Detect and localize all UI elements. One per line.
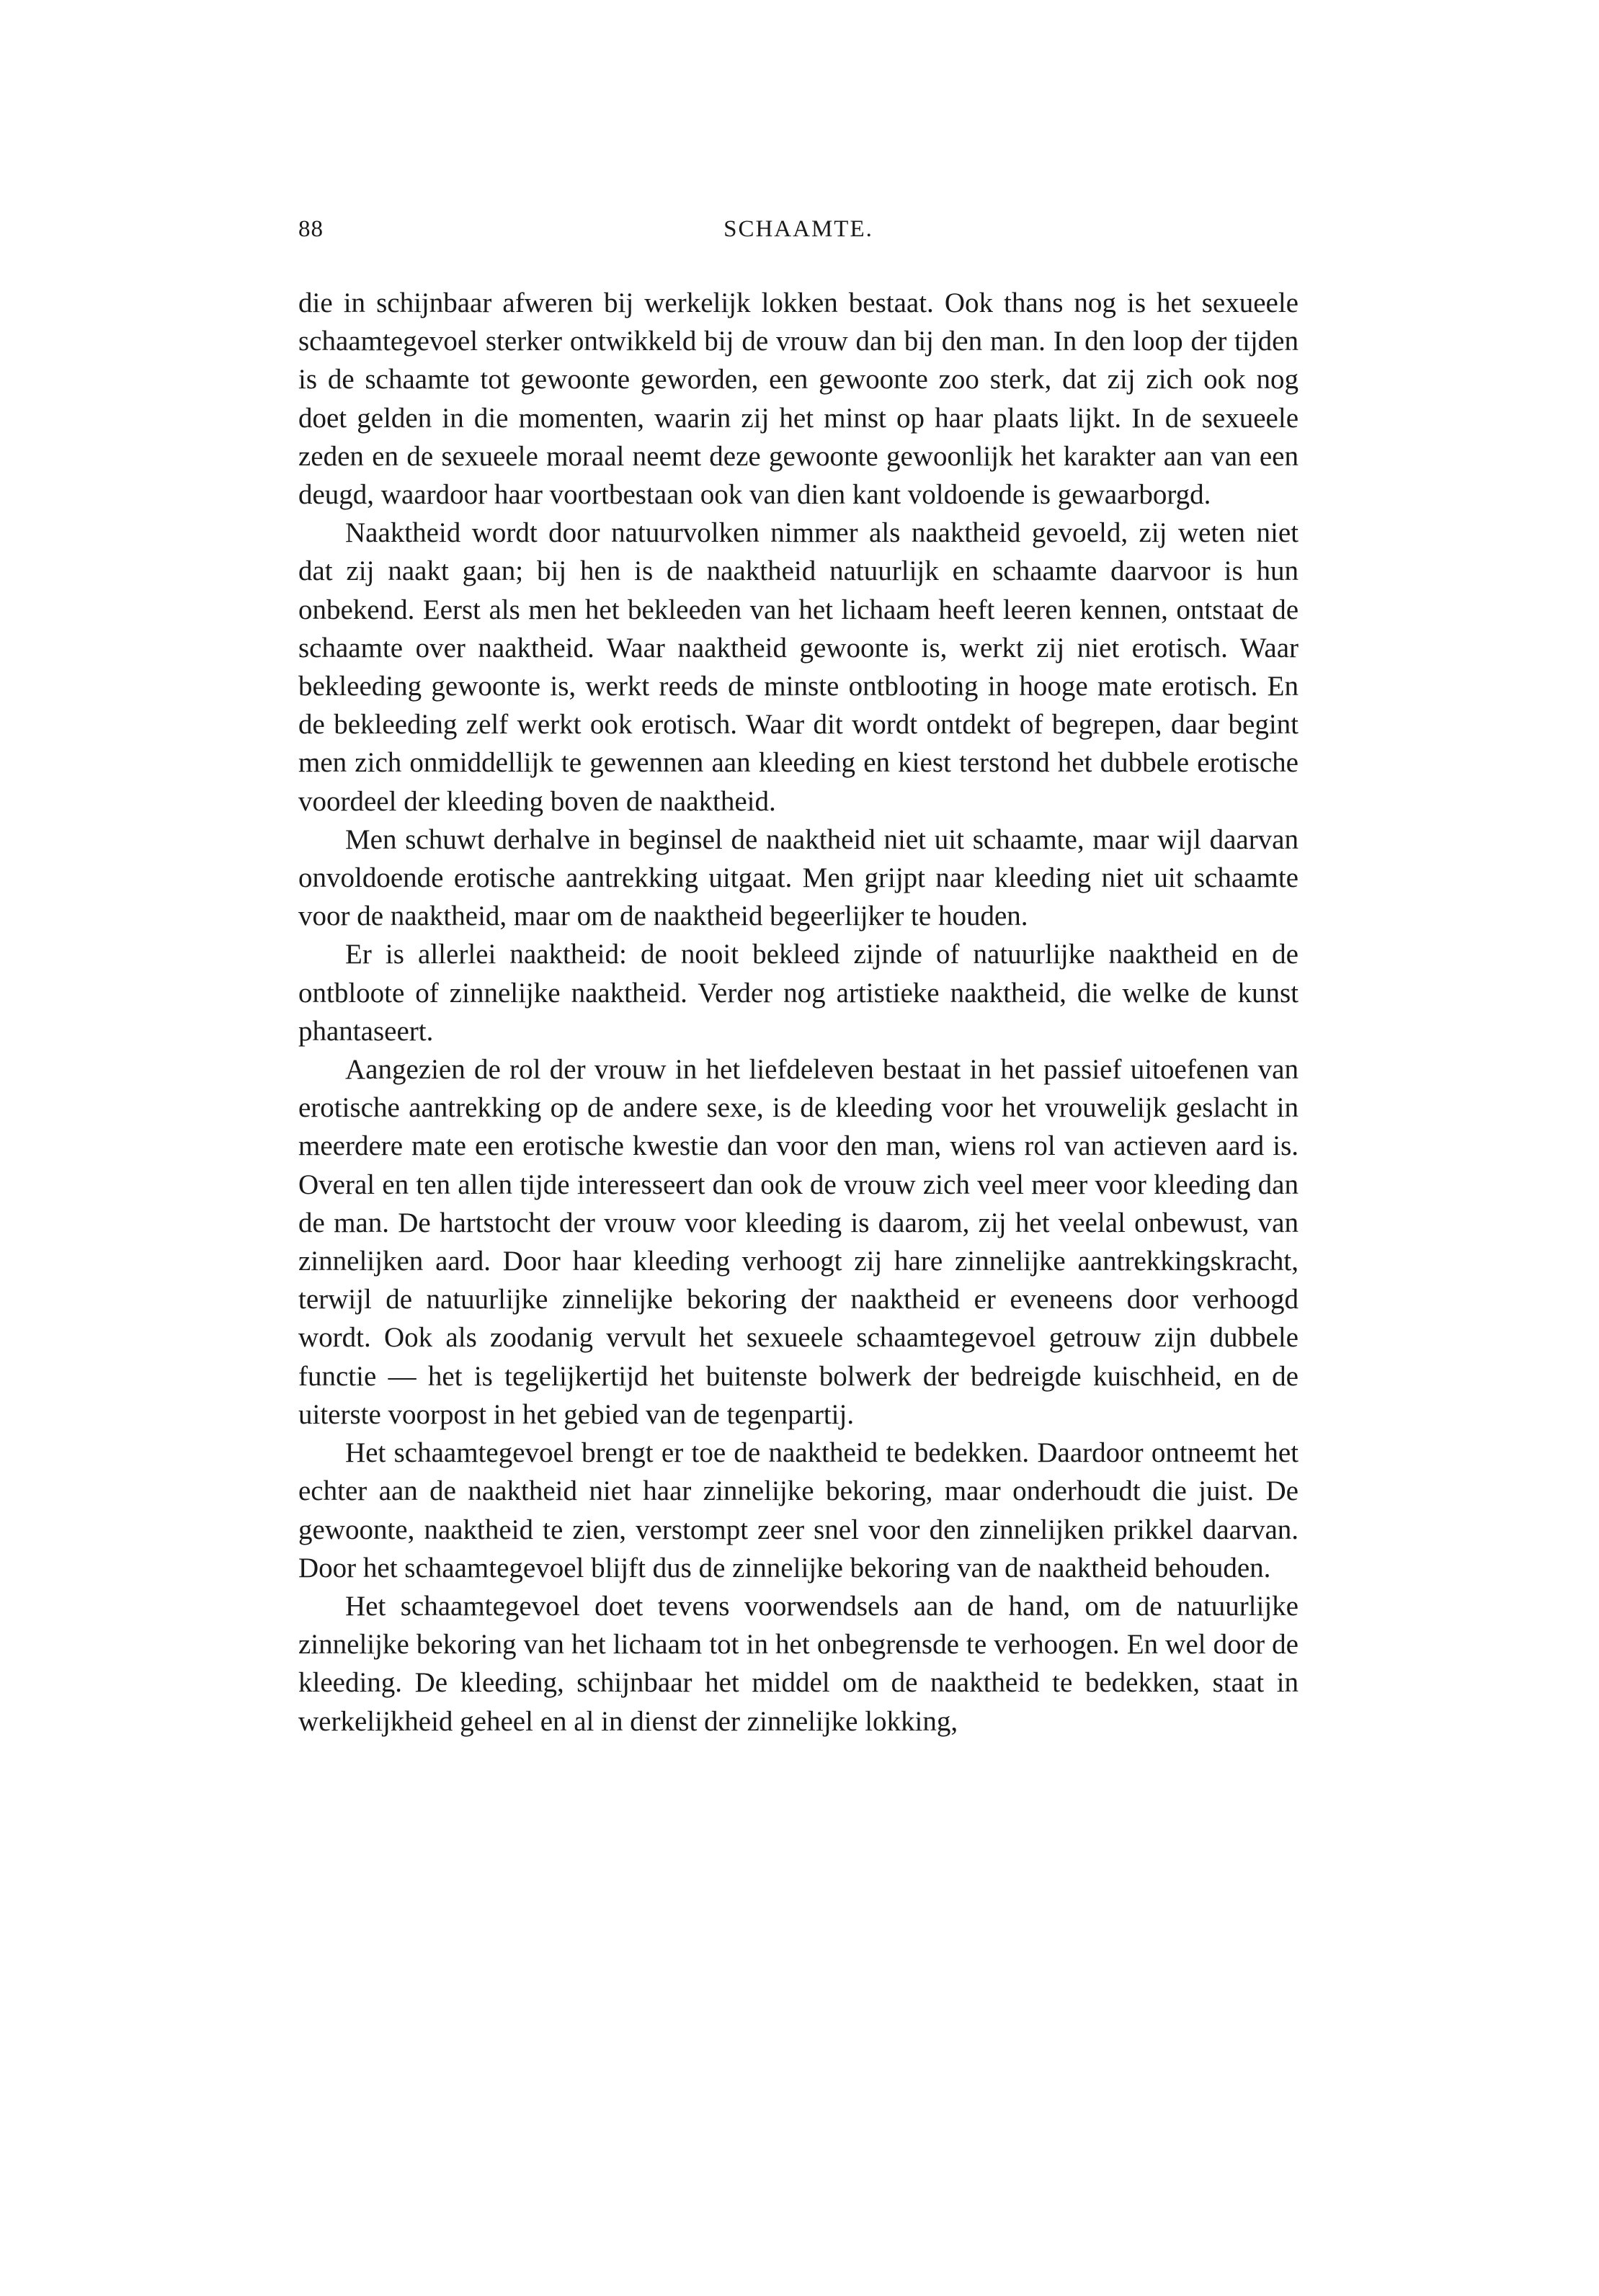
running-title: SCHAAMTE.	[723, 216, 873, 242]
paragraph: Het schaamtegevoel brengt er toe de naaktheid te bedekken. Daardoor ontneemt het echter aan de naaktheid niet haar zinnelijke bekoring, maar onderhoudt die juist. De gewoonte, naaktheid te zien, verstompt zeer snel voor den zinnelijken prikkel daarvan. Door het schaamtegevoel blijft dus de zinnelijke bekoring van de naaktheid behouden.	[298, 1437, 1299, 1583]
body-text	[298, 284, 1299, 1741]
paragraph: Naaktheid wordt door natuurvolken nimmer als naaktheid gevoeld, zij weten niet dat zij naakt gaan; bij hen is de naaktheid natuurlijk en schaamte daarvoor is hun onbekend. Eerst als men het bekleeden van het lichaam heeft leeren kennen, ontstaat de schaamte over naaktheid. Waar naaktheid gewoonte is, werkt zij niet erotisch. Waar bekleeding gewoonte is, werkt reeds de minste ontblooting in hooge mate erotisch. En de bekleeding zelf werkt ook erotisch. Waar dit wordt ontdekt of begrepen, daar begint men zich onmiddellijk te gewennen aan kleeding en kiest terstond het dubbele erotische voordeel der kleeding boven de naaktheid.	[298, 517, 1299, 817]
paragraph: Aangezien de rol der vrouw in het liefdeleven bestaat in het passief uitoefenen van erotische aantrekking op de andere sexe, is de kleeding voor het vrouwelijk geslacht in meerdere mate een erotische kwestie dan voor den man, wiens rol van actieven aard is. Overal en ten allen tijde interesseert dan ook de vrouw zich veel meer voor kleeding dan de man. De hartstocht der vrouw voor kleeding is daarom, zij het veelal onbewust, van zinnelijken aard. Door haar kleeding verhoogt zij hare zinnelijke aantrekkingskracht, terwijl de natuurlijke zinnelijke bekoring der naaktheid er eveneens door verhoogd wordt. Ook als zoodanig vervult het sexueele schaamtegevoel getrouw zijn dubbele functie — het is tegelijkertijd het buitenste bolwerk der bedreigde kuischheid, en de uiterste voorpost in het gebied van de tegenpartij.	[298, 1054, 1299, 1430]
running-head	[298, 216, 1299, 259]
paragraph: Er is allerlei naaktheid: de nooit bekleed zijnde of natuurlijke naaktheid en de ontbloote of zinnelijke naaktheid. Verder nog artistieke naaktheid, die welke de kunst phantaseert.	[298, 939, 1299, 1047]
paragraph: Men schuwt derhalve in beginsel de naaktheid niet uit schaamte, maar wijl daarvan onvoldoende erotische aantrekking uitgaat. Men grijpt naar kleeding niet uit schaamte voor de naaktheid, maar om de naaktheid begeerlijker te houden.	[298, 823, 1299, 932]
page-number: 88	[298, 216, 324, 242]
paragraph-continued: die in schijnbaar afweren bij werkelijk lokken bestaat. Ook thans nog is het sexueele schaamtegevoel sterker ontwikkeld bij de vrouw dan bij den man. In den loop der tijden is de schaamte tot gewoonte geworden, een gewoonte zoo sterk, dat zij zich ook nog doet gelden in die momenten, waarin zij het minst op haar plaats lijkt. In de sexueele zeden en de sexueele moraal neemt deze gewoonte gewoonlijk het karakter aan van een deugd, waardoor haar voortbestaan ook van dien kant voldoende is gewaarborgd.	[298, 287, 1299, 511]
book-page	[298, 216, 1299, 1741]
paragraph: Het schaamtegevoel doet tevens voorwendsels aan de hand, om de natuurlijke zinnelijke bekoring van het lichaam tot in het onbegrensde te verhoogen. En wel door de kleeding. De kleeding, schijnbaar het middel om de naaktheid te bedekken, staat in werkelijkheid geheel en al in dienst der zinnelijke lokking,	[298, 1590, 1299, 1737]
